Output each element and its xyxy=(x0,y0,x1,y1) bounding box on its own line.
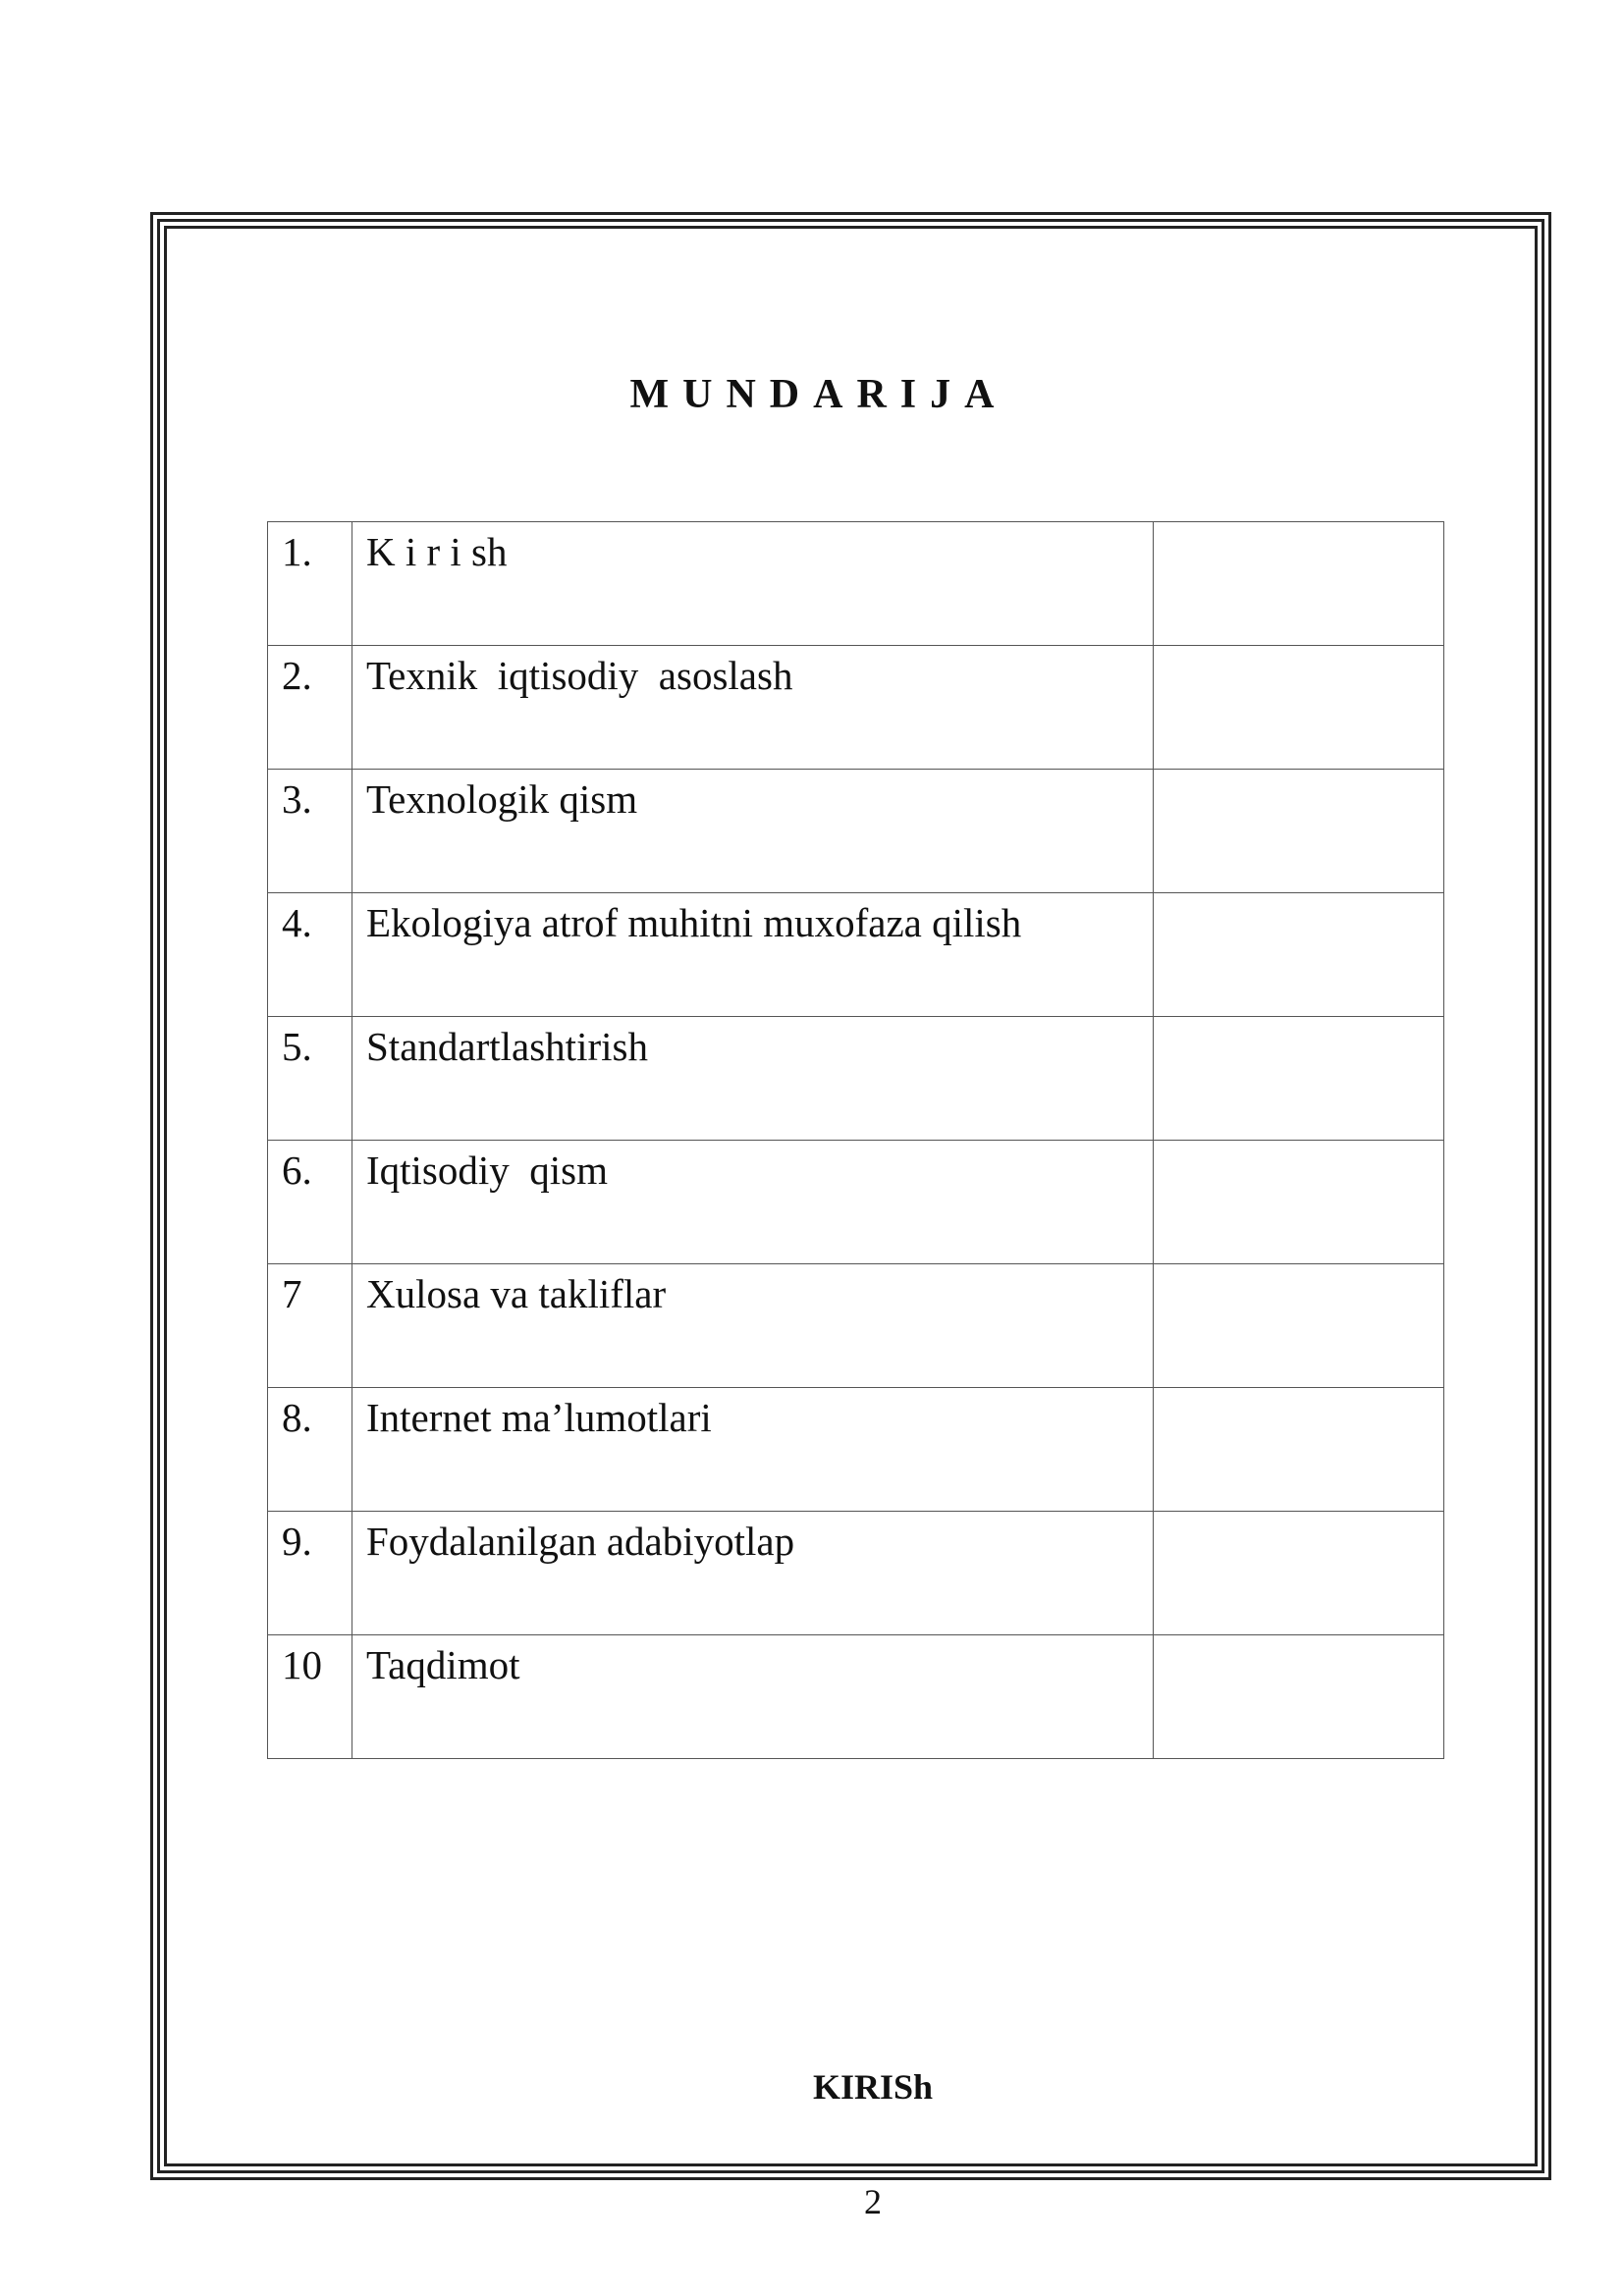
table-row xyxy=(268,1388,1444,1512)
toc-page xyxy=(1154,646,1444,770)
toc-number: 7 xyxy=(268,1264,352,1388)
toc-number: 8. xyxy=(268,1388,352,1512)
page-title: MUNDARIJA xyxy=(629,372,1008,417)
toc-number: 4. xyxy=(268,893,352,1017)
toc-number: 10 xyxy=(268,1635,352,1759)
toc-title: Taqdimot xyxy=(352,1635,1154,1759)
toc-title: Ekologiya atrof muhitni muxofaza qilish xyxy=(352,893,1154,1017)
toc-number: 2. xyxy=(268,646,352,770)
toc-page xyxy=(1154,522,1444,646)
table-row xyxy=(268,770,1444,893)
toc-title: Texnik iqtisodiy asoslash xyxy=(352,646,1154,770)
toc-number: 3. xyxy=(268,770,352,893)
toc-page xyxy=(1154,1635,1444,1759)
toc-page xyxy=(1154,1512,1444,1635)
toc-title: Internet ma’lumotlari xyxy=(352,1388,1154,1512)
toc-title: Iqtisodiy qism xyxy=(352,1141,1154,1264)
section-heading: KIRISh xyxy=(812,2067,934,2107)
table-row xyxy=(268,1141,1444,1264)
toc-page xyxy=(1154,1388,1444,1512)
table-row xyxy=(268,1264,1444,1388)
toc-number: 5. xyxy=(268,1017,352,1141)
toc-title: Standartlashtirish xyxy=(352,1017,1154,1141)
toc-title: Texnologik qism xyxy=(352,770,1154,893)
toc-number: 1. xyxy=(268,522,352,646)
page-number: 2 xyxy=(864,2182,882,2221)
toc-page xyxy=(1154,1264,1444,1388)
toc-page xyxy=(1154,770,1444,893)
table-row xyxy=(268,1017,1444,1141)
table-row xyxy=(268,893,1444,1017)
toc-title: K i r i sh xyxy=(352,522,1154,646)
table-of-contents xyxy=(267,521,1444,1759)
toc-page xyxy=(1154,1017,1444,1141)
toc-number: 9. xyxy=(268,1512,352,1635)
toc-title: Xulosa va takliflar xyxy=(352,1264,1154,1388)
toc-page xyxy=(1154,893,1444,1017)
table-row xyxy=(268,1635,1444,1759)
toc-title: Foydalanilgan adabiyotlap xyxy=(352,1512,1154,1635)
table-row xyxy=(268,522,1444,646)
toc-number: 6. xyxy=(268,1141,352,1264)
table-row xyxy=(268,646,1444,770)
table-row xyxy=(268,1512,1444,1635)
toc-page xyxy=(1154,1141,1444,1264)
